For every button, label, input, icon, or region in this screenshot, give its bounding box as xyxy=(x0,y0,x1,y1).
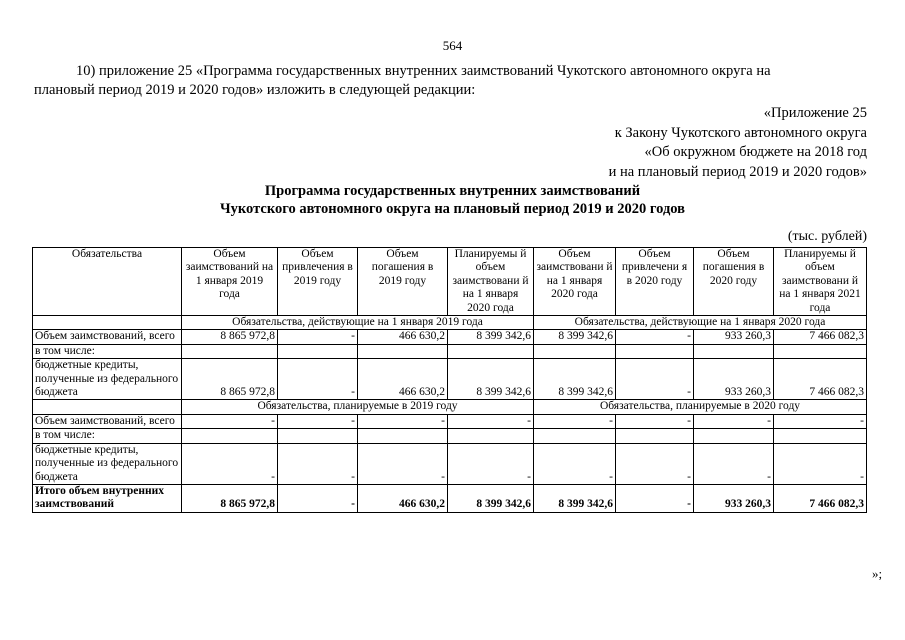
header-cell: Обязательства xyxy=(33,248,182,316)
table-row xyxy=(33,359,867,400)
value-cell: - xyxy=(182,443,278,484)
value-cell: 8 399 342,6 xyxy=(448,330,534,344)
section-label: Обязательства, планируемые в 2020 году xyxy=(534,400,867,414)
value-cell: 8 399 342,6 xyxy=(448,359,534,400)
row-label: бюджетные кредиты, полученные из федерального бюджета xyxy=(33,443,182,484)
value-cell: - xyxy=(534,414,616,428)
value-cell: 8 399 342,6 xyxy=(534,484,616,512)
value-cell: 8 865 972,8 xyxy=(182,484,278,512)
row-label: Объем заимствований, всего xyxy=(33,330,182,344)
value-cell: - xyxy=(616,484,694,512)
value-cell: - xyxy=(774,443,867,484)
value-cell: - xyxy=(616,414,694,428)
table-row xyxy=(33,443,867,484)
total-row xyxy=(33,484,867,512)
table-row xyxy=(33,429,867,443)
section-label: Обязательства, планируемые в 2019 году xyxy=(182,400,534,414)
page-number: 564 xyxy=(442,38,463,53)
value-cell: - xyxy=(534,443,616,484)
value-cell: 933 260,3 xyxy=(694,330,774,344)
value-cell: - xyxy=(278,359,358,400)
value-cell: - xyxy=(448,443,534,484)
annex-line-1: «Приложение 25 xyxy=(763,105,867,121)
section-row xyxy=(33,400,867,414)
value-cell: 466 630,2 xyxy=(358,484,448,512)
table-row xyxy=(33,344,867,358)
header-cell: Объем погашения в 2020 году xyxy=(694,248,774,316)
title-line-1: Программа государственных внутренних заимствований xyxy=(264,183,641,199)
value-cell: - xyxy=(278,443,358,484)
annex-line-4: и на плановый период 2019 и 2020 годов» xyxy=(608,163,867,180)
intro-line-2: плановый период 2019 и 2020 годов» изложить в следующей редакции: xyxy=(34,82,476,98)
intro-line-1: 10) приложение 25 «Программа государственных внутренних заимствований Чукотского автономного округа на xyxy=(76,63,771,79)
value-cell: - xyxy=(616,443,694,484)
table-header-row xyxy=(33,248,867,316)
annex-line-3: «Об окружном бюджете на 2018 год xyxy=(644,144,867,160)
value-cell: 8 865 972,8 xyxy=(182,330,278,344)
section-label: Обязательства, действующие на 1 января 2019 года xyxy=(182,316,534,330)
header-cell: Объем заимствований на 1 января 2019 года xyxy=(182,248,278,316)
header-cell: Объем привлечени я в 2020 году xyxy=(616,248,694,316)
value-cell: 7 466 082,3 xyxy=(774,330,867,344)
value-cell: 8 399 342,6 xyxy=(534,330,616,344)
value-cell: - xyxy=(694,443,774,484)
header-cell: Планируемы й объем заимствовани й на 1 января 2020 года xyxy=(448,248,534,316)
value-cell: - xyxy=(182,414,278,428)
value-cell: - xyxy=(448,414,534,428)
row-label: бюджетные кредиты, полученные из федерального бюджета xyxy=(33,359,182,400)
header-cell: Объем погашения в 2019 году xyxy=(358,248,448,316)
intro-paragraph xyxy=(34,62,864,100)
row-label: в том числе: xyxy=(33,344,182,358)
value-cell: 7 466 082,3 xyxy=(774,484,867,512)
table-row xyxy=(33,414,867,428)
value-cell: - xyxy=(616,359,694,400)
value-cell: 7 466 082,3 xyxy=(774,359,867,400)
units-label: (тыс. рублей) xyxy=(787,229,867,244)
row-label: Итого объем внутренних заимствований xyxy=(33,484,182,512)
header-cell: Объем заимствовани й на 1 января 2020 года xyxy=(534,248,616,316)
value-cell: - xyxy=(278,330,358,344)
value-cell: 8 399 342,6 xyxy=(534,359,616,400)
value-cell: 8 865 972,8 xyxy=(182,359,278,400)
header-cell: Планируемы й объем заимствовани й на 1 января 2021 года xyxy=(774,248,867,316)
value-cell: 466 630,2 xyxy=(358,330,448,344)
value-cell: - xyxy=(774,414,867,428)
value-cell: - xyxy=(278,484,358,512)
section-row xyxy=(33,316,867,330)
table-row xyxy=(33,330,867,344)
value-cell: - xyxy=(278,414,358,428)
borrowing-program-table xyxy=(32,247,867,513)
header-cell: Объем привлечения в 2019 году xyxy=(278,248,358,316)
document-title xyxy=(0,182,905,218)
value-cell: - xyxy=(358,443,448,484)
annex-line-2: к Закону Чукотского автономного округа xyxy=(614,124,867,141)
annex-reference xyxy=(609,104,867,182)
value-cell: - xyxy=(694,414,774,428)
value-cell: - xyxy=(616,330,694,344)
row-label: в том числе: xyxy=(33,429,182,443)
value-cell: 933 260,3 xyxy=(694,484,774,512)
value-cell: 933 260,3 xyxy=(694,359,774,400)
value-cell: 466 630,2 xyxy=(358,359,448,400)
value-cell: 8 399 342,6 xyxy=(448,484,534,512)
value-cell: - xyxy=(358,414,448,428)
closing-quote: »; xyxy=(872,566,883,581)
row-label: Объем заимствований, всего xyxy=(33,414,182,428)
section-label: Обязательства, действующие на 1 января 2020 года xyxy=(534,316,867,330)
title-line-2: Чукотского автономного округа на плановый период 2019 и 2020 годов xyxy=(219,201,686,217)
